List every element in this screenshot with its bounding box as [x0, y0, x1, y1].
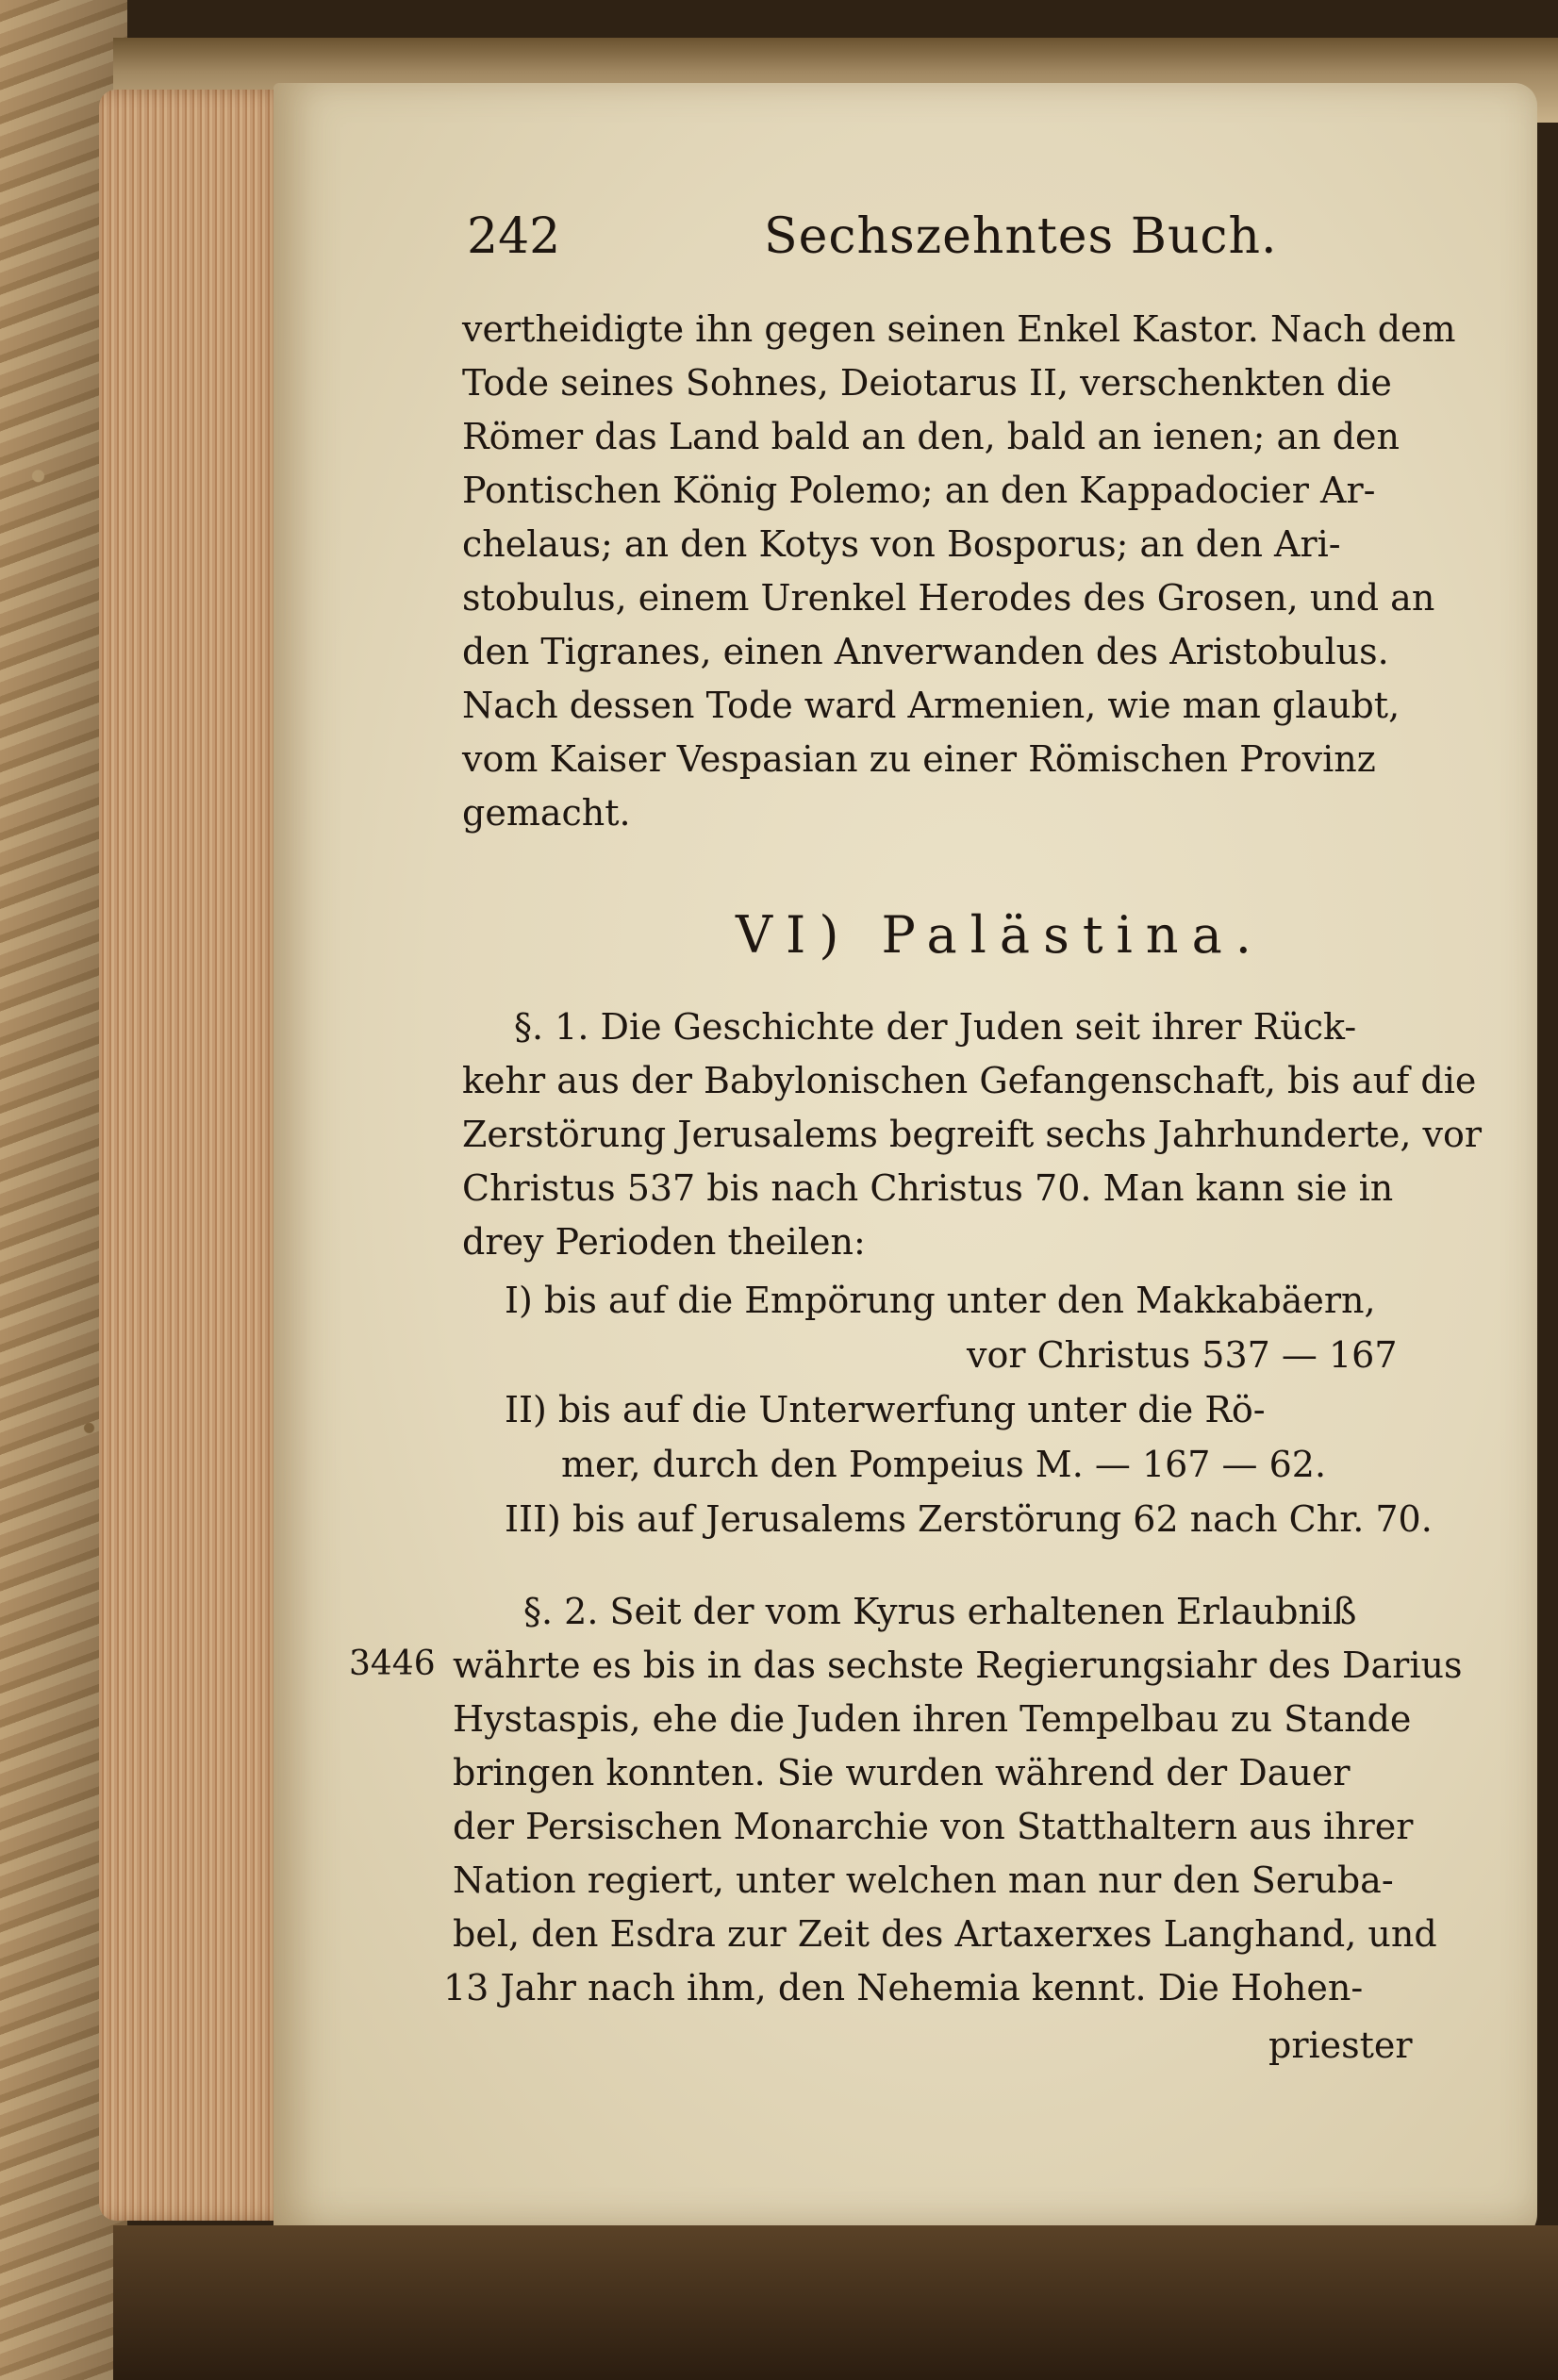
text-line: währte es bis in das sechste Regierungsiahr des Darius [453, 1645, 1463, 1686]
text-line: vertheidigte ihn gegen seinen Enkel Kastor. Nach dem [462, 308, 1456, 350]
text-line: Pontischen König Polemo; an den Kappadocier Ar- [462, 470, 1376, 511]
text-line: Tode seines Sohnes, Deiotarus II, verschenkten die [462, 362, 1392, 404]
text-line: der Persischen Monarchie von Statthaltern aus ihrer [453, 1806, 1414, 1847]
margin-year-note: 3446 [349, 1645, 436, 1683]
text-line: chelaus; an den Kotys von Bosporus; an den Ari- [462, 523, 1341, 565]
text-line: Hystaspis, ehe die Juden ihren Tempelbau zu Stande [453, 1698, 1412, 1740]
running-head: Sechszehntes Buch. [764, 208, 1278, 265]
text-line: Römer das Land bald an den, bald an ienen; an den [462, 416, 1400, 457]
section-title: VI) Palästina. [736, 905, 1265, 965]
catchword: priester [1268, 2025, 1413, 2066]
text-line: Nation regiert, unter welchen man nur den Seruba- [453, 1859, 1394, 1901]
text-line: stobulus, einem Urenkel Herodes des Grosen, und an [462, 577, 1435, 619]
text-line: bringen konnten. Sie wurden während der Dauer [453, 1752, 1351, 1793]
text-line: drey Perioden theilen: [462, 1221, 866, 1263]
text-line: §. 1. Die Geschichte der Juden seit ihrer Rück- [514, 1006, 1357, 1048]
text-line: kehr aus der Babylonischen Gefangenschaft, bis auf die [462, 1060, 1477, 1101]
bottom-shadow [113, 2225, 1558, 2380]
text-line: bel, den Esdra zur Zeit des Artaxerxes Langhand, und [453, 1913, 1437, 1955]
period-line: I) bis auf die Empörung unter den Makkabäern, [505, 1280, 1376, 1321]
period-line: III) bis auf Jerusalems Zerstörung 62 nach Chr. 70. [505, 1498, 1433, 1540]
page-number: 242 [467, 208, 561, 265]
text-line: Nach dessen Tode ward Armenien, wie man glaubt, [462, 685, 1401, 726]
text-line: den Tigranes, einen Anverwanden des Aristobulus. [462, 631, 1389, 672]
period-line: vor Christus 537 — 167 [967, 1334, 1398, 1376]
page-stack-edge [99, 90, 288, 2221]
text-line: Zerstörung Jerusalems begreift sechs Jahrhunderte, vor [462, 1114, 1483, 1155]
text-line: 13 Jahr nach ihm, den Nehemia kennt. Die Hohen- [443, 1967, 1364, 2008]
text-line: vom Kaiser Vespasian zu einer Römischen Provinz [462, 738, 1376, 780]
text-line: Christus 537 bis nach Christus 70. Man kann sie in [462, 1167, 1394, 1209]
text-line: §. 2. Seit der vom Kyrus erhaltenen Erlaubniß [523, 1591, 1357, 1632]
period-line: mer, durch den Pompeius M. — 167 — 62. [561, 1444, 1327, 1485]
period-line: II) bis auf die Unterwerfung unter die Rö- [505, 1389, 1266, 1430]
text-line: gemacht. [462, 792, 631, 834]
